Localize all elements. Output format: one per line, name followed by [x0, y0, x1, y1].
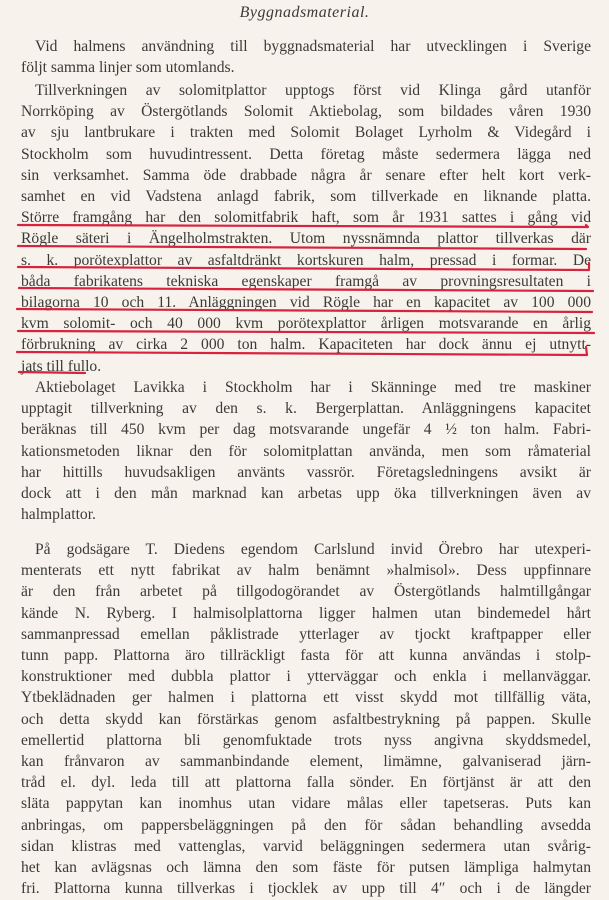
text-line: förbrukning av cirka 2 000 ton halm. Kapaciteten har dock ännu ej utnytt-: [21, 336, 591, 354]
text-line: s. k. porötexplattor av asfaltdränkt kortskuren halm, pressad i formar. De: [21, 251, 591, 269]
text-line: har hittills huvudsakligen använts vassrör. Företagsledningens avsikt är: [21, 463, 591, 481]
text-line: konstruktioner med dubbla plattor i ytterväggar och enkla i mellanväggar.: [21, 668, 591, 686]
text-line: följt samma linjer som utomlands.: [21, 59, 235, 77]
text-line: menterats ett nytt fabrikat av halm benämnt »halmisol». Dess uppfinnare: [21, 562, 591, 580]
text-line: av sju lantbrukare i trakten med Solomit Bolaget Lyrholm & Videgård i: [21, 124, 591, 142]
text-line: het kan avlägsnas och lämna den som fäste för putsen lämpliga halmytan: [21, 859, 591, 877]
text-line: Vid halmens användning till byggnadsmaterial har utvecklingen i Sverige: [35, 38, 591, 55]
text-line: Stockholm som huvudintressent. Detta företag måste sedermera lägga ned: [21, 145, 591, 163]
text-line: sammanpressad emellan påklistrade ytterlager av tjockt kraftpapper eller: [21, 625, 591, 643]
text-line: tråd el. dyl. leda till att plattorna falla sönder. En förtjänst är att den: [21, 774, 591, 792]
text-line: Norrköping av Östergötlands Solomit Aktiebolag, som bildades våren 1930: [21, 103, 591, 121]
text-line: Tillverkningen av solomitplattor upptogs först vid Klinga gård utanför: [35, 82, 591, 99]
paragraph-2: [21, 80, 591, 377]
text-line: emellertid plattorna bli genomfuktade trots nyss angivna skyddsmedel,: [21, 731, 591, 749]
text-line: och detta skydd kan förstärkas genom asfaltbestrykning på pappen. Skulle: [21, 710, 591, 728]
text-line: fri. Plattorna kunna tillverkas i tjocklek av upp till 4″ och i de längder: [21, 880, 591, 898]
text-line: kationsmetoden liknar den för solomitplattan använda, men som råmaterial: [21, 442, 591, 460]
text-line: samhet en vid Vadstena anlagd fabrik, som tillverkade en liknande platta.: [21, 188, 591, 206]
text-line: På godsägare T. Diedens egendom Carlslund invid Örebro har utexperi-: [35, 541, 591, 558]
text-line: sin verksamhet. Samma öde drabbade några år senare efter helt kort verk-: [21, 166, 591, 184]
text-line: båda fabrikatens tekniska egenskaper framgå av provningsresultaten i: [21, 272, 591, 290]
text-line: släta pappytan kan inomhus utan vidare målas eller tapetseras. Puts kan: [21, 795, 591, 813]
text-line: sidan klistras med vattenglas, varvid beläggningen sedermera utan svårig-: [21, 837, 591, 855]
text-line: beräknas till 450 kvm per dag motsvarande ungefär 4 ½ ton halm. Fabri-: [21, 421, 591, 439]
paragraph-1: [21, 36, 591, 78]
text-line: upptagit tillverkning av den s. k. Bergerplattan. Anläggningens kapacitet: [21, 400, 591, 418]
text-line: dock att i den mån marknad kan arbetas upp öka tillverkningen även av: [21, 485, 591, 503]
text-line: kvm solomit- och 40 000 kvm porötexplattor årligen motsvarande en årlig: [21, 315, 591, 333]
paragraph-4: [21, 539, 591, 899]
text-line: kan frånvaron av sammanbindande element, limämne, galvaniserad järn-: [21, 753, 591, 771]
text-line: kände N. Ryberg. I halmisolplattorna ligger halmen utan bindemedel hårt: [21, 604, 591, 622]
text-line: Aktiebolaget Lavikka i Stockholm har i Skänninge med tre maskiner: [35, 379, 591, 396]
text-line: Ytbeklädnaden ger halmen i plattorna ett visst skydd mot tillfällig väta,: [21, 689, 591, 707]
text-line: är den från arbetet på tillgodogörandet av Östergötlands halmtillgångar: [21, 583, 591, 601]
text-line: tunn papp. Plattorna äro tillräckligt fasta för att kunna användas i stolp-: [21, 647, 591, 665]
paragraph-3: [21, 377, 591, 525]
text-line: Rögle säteri i Ängelholmstrakten. Utom nyssnämnda plattor tillverkas där: [21, 230, 591, 248]
text-line: jats till fullo.: [21, 357, 102, 375]
text-line: halmplattor.: [21, 506, 96, 524]
page-header: Byggnadsmaterial.: [239, 4, 370, 21]
text-line: Större framgång har den solomitfabrik haft, som år 1931 sattes i gång vid: [21, 209, 591, 227]
text-line: anbringas, om pappersbeläggningen på den för sådan behandling avsedda: [21, 816, 591, 834]
text-line: bilagorna 10 och 11. Anläggningen vid Rögle har en kapacitet av 100 000: [21, 294, 591, 312]
